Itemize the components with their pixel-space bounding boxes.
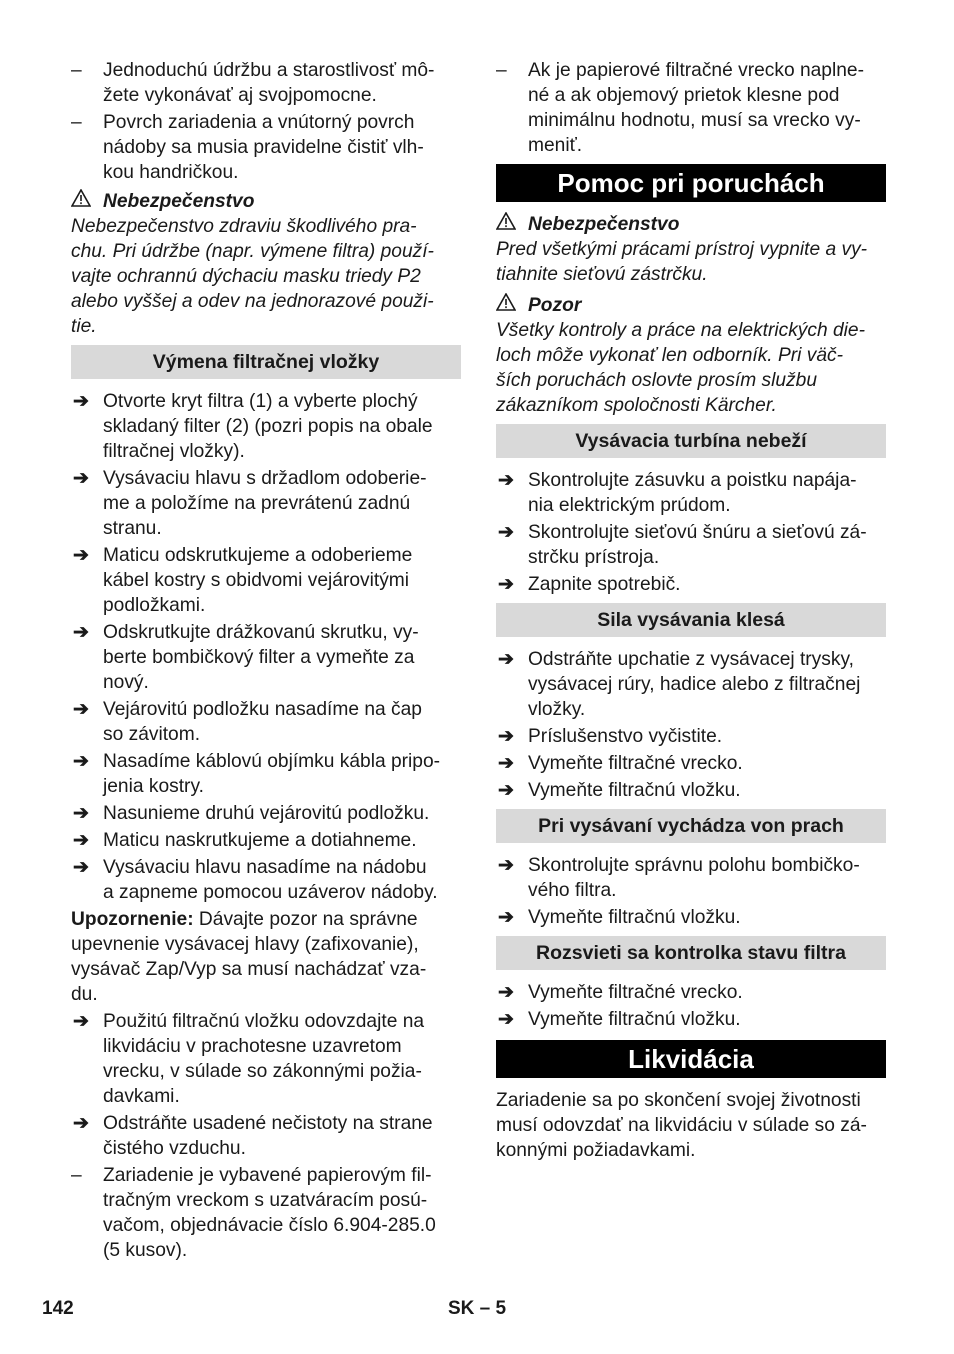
step-item	[71, 801, 461, 826]
step-text: Odstráňte upchatie z vysávacej trysky, vysávacej rúry, hadice alebo z filtračnej vložky.	[528, 649, 861, 720]
chapter-heading: Pomoc pri poruchách	[496, 164, 886, 202]
left-column	[71, 58, 461, 1265]
caution-title	[496, 293, 886, 318]
step-text: Vymeňte filtračnú vložku.	[528, 780, 741, 801]
step-item	[496, 468, 886, 518]
step-text: Vymeňte filtračné vrecko.	[528, 982, 743, 1003]
step-item	[496, 1007, 886, 1032]
step-text: Zapnite spotrebič.	[528, 574, 681, 595]
arrow-right-icon: ➔	[498, 522, 515, 543]
step-item	[71, 543, 461, 618]
step-text: Skontrolujte zásuvku a poistku napája- nia elektrickým prúdom.	[528, 470, 857, 516]
arrow-right-icon: ➔	[73, 699, 90, 720]
step-item	[71, 466, 461, 541]
note-paragraph	[71, 907, 461, 1007]
right-column	[496, 58, 886, 1165]
arrow-right-icon: ➔	[498, 1009, 515, 1030]
step-text: Odskrutkujte drážkovanú skrutku, vy- berte bombičkový filter a vymeňte za nový.	[103, 622, 419, 693]
arrow-right-icon: ➔	[73, 1011, 90, 1032]
step-item	[71, 828, 461, 853]
arrow-right-icon: ➔	[498, 982, 515, 1003]
step-text: Vysávaciu hlavu nasadíme na nádobu a zapneme pomocou uzáverov nádoby.	[103, 857, 438, 903]
caution-label: Pozor	[528, 295, 582, 316]
dash-bullet: –	[71, 1165, 82, 1186]
step-text: Odstráňte usadené nečistoty na strane čistého vzduchu.	[103, 1113, 433, 1159]
list-item-text: Povrch zariadenia a vnútorný povrch nádoby sa musia pravidelne čistiť vlh- kou handričkou.	[103, 112, 424, 183]
troubleshooting-sections	[496, 424, 886, 1032]
step-item	[496, 853, 886, 903]
section-heading: Sila vysávania klesá	[496, 603, 886, 637]
step-text: Skontrolujte sieťovú šnúru a sieťovú zá- strčku prístroja.	[528, 522, 867, 568]
step-text: Nasunieme druhú vejárovitú podložku.	[103, 803, 430, 824]
arrow-right-icon: ➔	[73, 545, 90, 566]
step-text: Vysávaciu hlavu s držadlom odoberie- me a položíme na prevrátenú zadnú stranu.	[103, 468, 427, 539]
arrow-right-icon: ➔	[73, 468, 90, 489]
list-item	[71, 110, 461, 185]
step-item	[496, 724, 886, 749]
step-list	[71, 1009, 461, 1161]
page-number: 142	[42, 1298, 74, 1319]
step-item	[496, 647, 886, 722]
step-item	[496, 751, 886, 776]
arrow-right-icon: ➔	[73, 1113, 90, 1134]
step-item	[71, 749, 461, 799]
arrow-right-icon: ➔	[73, 857, 90, 878]
arrow-right-icon: ➔	[498, 907, 515, 928]
step-text: Vymeňte filtračné vrecko.	[528, 753, 743, 774]
arrow-right-icon: ➔	[498, 574, 515, 595]
step-item	[496, 572, 886, 597]
step-item	[496, 520, 886, 570]
warning-title	[496, 212, 886, 237]
warning-label: Nebezpečenstvo	[103, 191, 255, 212]
step-item	[71, 1009, 461, 1109]
step-item	[496, 905, 886, 930]
caution-text: Všetky kontroly a práce na elektrických die- loch môže vykonať len odborník. Pri väč- ších poruchách oslovte prosím službu zákazníkom spoločnosti Kärcher.	[496, 320, 865, 416]
list-item-text: Zariadenie je vybavené papierovým fil- tračným vreckom s uzatváracím posú- vačom, objednávacie číslo 6.904-285.0 (5 kusov).	[103, 1165, 436, 1261]
step-list	[71, 389, 461, 905]
step-text: Maticu naskrutkujeme a dotiahneme.	[103, 830, 417, 851]
section-heading: Výmena filtračnej vložky	[71, 345, 461, 379]
step-text: Príslušenstvo vyčistite.	[528, 726, 723, 747]
arrow-right-icon: ➔	[73, 830, 90, 851]
warning-triangle-icon	[496, 293, 518, 318]
warning-label: Nebezpečenstvo	[528, 214, 680, 235]
section-heading: Rozsvieti sa kontrolka stavu filtra	[496, 936, 886, 970]
step-item	[71, 389, 461, 464]
warning-triangle-icon	[496, 212, 518, 237]
arrow-right-icon: ➔	[73, 803, 90, 824]
arrow-right-icon: ➔	[498, 753, 515, 774]
step-item	[496, 778, 886, 803]
arrow-right-icon: ➔	[498, 780, 515, 801]
step-text: Vymeňte filtračnú vložku.	[528, 907, 741, 928]
arrow-right-icon: ➔	[73, 622, 90, 643]
step-text: Nasadíme káblovú objímku kábla pripo- jenia kostry.	[103, 751, 441, 797]
step-text: Otvorte kryt filtra (1) a vyberte plochý skladaný filter (2) (pozri popis na obale filtračnej vložky).	[103, 391, 433, 462]
warning-text: Pred všetkými prácami prístroj vypnite a vy- tiahnite sieťovú zástrčku.	[496, 239, 868, 285]
chapter-heading: Likvidácia	[496, 1040, 886, 1078]
warning-text: Nebezpečenstvo zdraviu škodlivého pra- chu. Pri údržbe (napr. výmene filtra) použí- vajte ochrannú dýchaciu masku triedy P2 alebo vyššej a odev na jednorazové použi- tie.	[71, 216, 434, 337]
list-item-text: Ak je papierové filtračné vrecko naplne- né a ak objemový prietok klesne pod minimálnu hodnotu, musí sa vrecko vy- meniť.	[528, 60, 864, 156]
step-text: Vymeňte filtračnú vložku.	[528, 1009, 741, 1030]
list-item	[496, 58, 886, 158]
note-text: Dávajte pozor na správne upevnenie vysávacej hlavy (zafixovanie), vysávač Zap/Vyp sa musí nachádzať vza- du.	[71, 909, 427, 1005]
arrow-right-icon: ➔	[498, 470, 515, 491]
warning-triangle-icon	[71, 189, 93, 214]
list-item	[71, 58, 461, 108]
dash-bullet: –	[71, 60, 82, 81]
step-item	[71, 855, 461, 905]
list-item-text: Jednoduchú údržbu a starostlivosť mô- žete vykonávať aj svojpomocne.	[103, 60, 435, 106]
step-item	[71, 697, 461, 747]
arrow-right-icon: ➔	[498, 855, 515, 876]
step-text: Skontrolujte správnu polohu bombičko- vého filtra.	[528, 855, 860, 901]
dash-bullet: –	[496, 60, 507, 81]
arrow-right-icon: ➔	[73, 751, 90, 772]
page-code: SK – 5	[448, 1298, 507, 1319]
step-text: Vejárovitú podložku nasadíme na čap so závitom.	[103, 699, 422, 745]
list-item	[71, 1163, 461, 1263]
dash-bullet: –	[71, 112, 82, 133]
warning-title	[71, 189, 461, 214]
section-heading: Vysávacia turbína nebeží	[496, 424, 886, 458]
note-label: Upozornenie:	[71, 909, 194, 930]
step-text: Maticu odskrutkujeme a odoberieme kábel kostry s obidvomi vejárovitými podložkami.	[103, 545, 413, 616]
section-heading: Pri vysávaní vychádza von prach	[496, 809, 886, 843]
step-item	[496, 980, 886, 1005]
arrow-right-icon: ➔	[498, 726, 515, 747]
disposal-text: Zariadenie sa po skončení svojej životnosti musí odovzdať na likvidáciu v súlade so zá- konnými požiadavkami.	[496, 1090, 867, 1161]
step-item	[71, 1111, 461, 1161]
step-item	[71, 620, 461, 695]
arrow-right-icon: ➔	[498, 649, 515, 670]
arrow-right-icon: ➔	[73, 391, 90, 412]
step-text: Použitú filtračnú vložku odovzdajte na likvidáciu v prachotesne uzavretom vrecku, v súlade so zákonnými požia- davkami.	[103, 1011, 425, 1107]
